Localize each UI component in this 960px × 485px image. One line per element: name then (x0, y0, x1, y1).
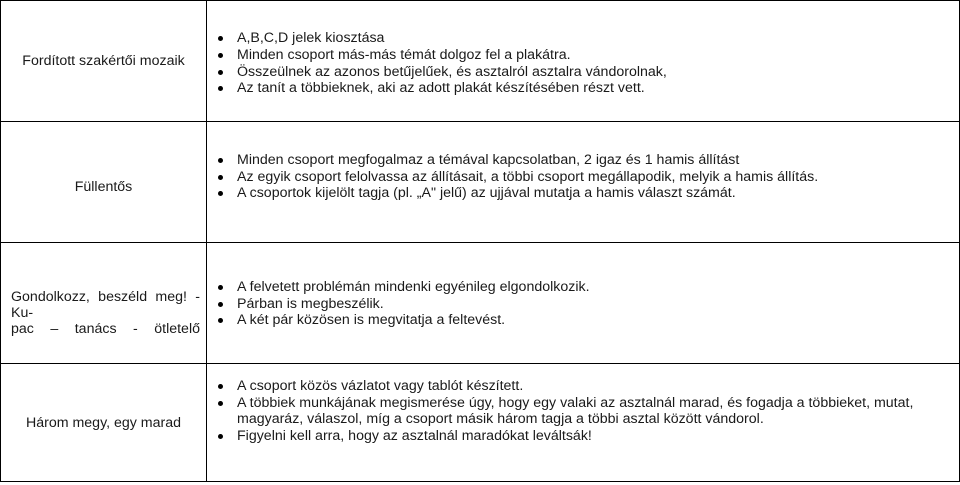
method-name: Három megy, egy marad (25, 414, 182, 431)
method-name: Fordított szakértői mozaik (22, 53, 185, 69)
method-name-cell (1, 243, 207, 364)
method-description-cell (207, 243, 960, 364)
list-item: Minden csoport megfogalmaz a témával kapcsolatban, 2 igaz és 1 hamis állítást (237, 152, 951, 169)
method-name-line: Gondolkozz, beszéld meg! - Ku- (11, 289, 200, 321)
list-item: Párban is megbeszélik. (237, 296, 951, 313)
list-item: A csoport közös vázlatot vagy tablót készített. (237, 378, 951, 395)
table-row (1, 243, 960, 364)
bullet-list (207, 30, 959, 97)
list-item: Az egyik csoport felolvassa az állításait, a többi csoport megállapodik, melyik a hamis állítás. (237, 169, 951, 186)
method-description-cell (207, 364, 960, 482)
method-name-cell (1, 1, 207, 122)
list-item: Az tanít a többieknek, aki az adott plakát készítésében részt vett. (237, 80, 951, 97)
list-item: Összeülnek az azonos betűjelűek, és asztalról asztalra vándorolnak, (237, 64, 951, 81)
method-name: Füllentős (74, 179, 133, 195)
list-item: Figyelni kell arra, hogy az asztalnál maradókat leváltsák! (237, 428, 951, 445)
list-item: A,B,C,D jelek kiosztása (237, 30, 951, 47)
bullet-list (207, 152, 959, 202)
method-description-cell (207, 122, 960, 243)
method-name-line: pac – tanács - ötletelő (11, 321, 200, 337)
method-name-cell (1, 122, 207, 243)
list-item: A többiek munkájának megismerése úgy, hogy egy valaki az asztalnál marad, és fogadja a többieket, mutat, magyaráz, válaszol, míg a csoport másik három tagja a többi asztal között vándorol. (237, 395, 951, 428)
list-item: A csoportok kijelölt tagja (pl. „A" jelű) az ujjával mutatja a hamis választ számát. (237, 185, 951, 202)
table-row (1, 122, 960, 243)
method-name-cell (1, 364, 207, 482)
list-item: A két pár közösen is megvitatja a feltevést. (237, 312, 951, 329)
table-row (1, 364, 960, 482)
bullet-list (207, 279, 959, 329)
bullet-list (207, 378, 959, 445)
list-item: A felvetett problémán mindenki egyénileg elgondolkozik. (237, 279, 951, 296)
method-description-cell (207, 1, 960, 122)
table-row (1, 1, 960, 122)
list-item: Minden csoport más-más témát dolgoz fel a plakátra. (237, 47, 951, 64)
